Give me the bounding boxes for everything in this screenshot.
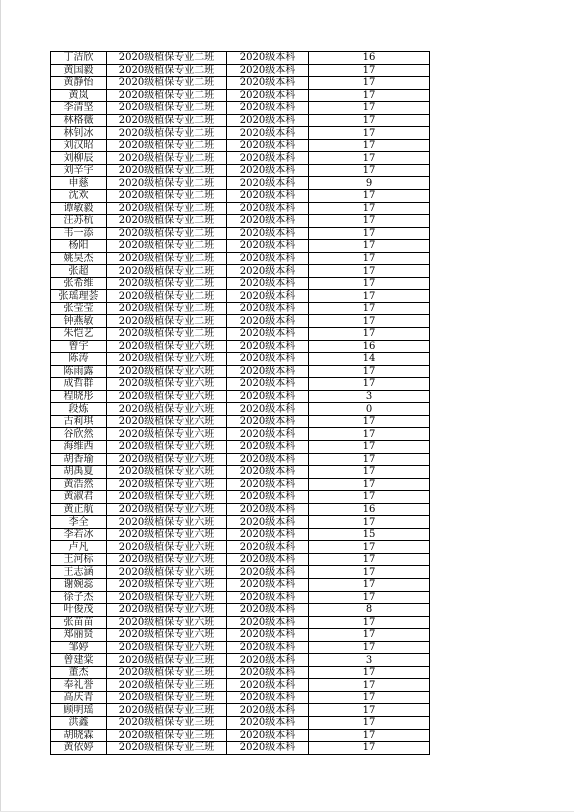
level-cell: 2020级本科 bbox=[227, 164, 309, 177]
student-name-cell: 黄岚 bbox=[51, 89, 107, 102]
class-cell: 2020级植保专业六班 bbox=[107, 591, 227, 604]
class-cell: 2020级植保专业二班 bbox=[107, 89, 227, 102]
table-row bbox=[51, 578, 430, 591]
class-cell: 2020级植保专业二班 bbox=[107, 164, 227, 177]
class-cell: 2020级植保专业二班 bbox=[107, 152, 227, 165]
score-cell: 17 bbox=[309, 516, 430, 529]
table-row bbox=[51, 252, 430, 265]
class-cell: 2020级植保专业三班 bbox=[107, 691, 227, 704]
student-name-cell: 刘汉昭 bbox=[51, 139, 107, 152]
score-cell: 3 bbox=[309, 390, 430, 403]
student-name-cell: 高庆青 bbox=[51, 691, 107, 704]
student-name-cell: 郑丽贤 bbox=[51, 629, 107, 642]
score-cell: 17 bbox=[309, 553, 430, 566]
table-row bbox=[51, 440, 430, 453]
table-row bbox=[51, 89, 430, 102]
level-cell: 2020级本科 bbox=[227, 641, 309, 654]
class-cell: 2020级植保专业三班 bbox=[107, 716, 227, 729]
table-row bbox=[51, 365, 430, 378]
table-row bbox=[51, 415, 430, 428]
table-row bbox=[51, 215, 430, 228]
level-cell: 2020级本科 bbox=[227, 240, 309, 253]
score-cell: 17 bbox=[309, 328, 430, 341]
class-cell: 2020级植保专业六班 bbox=[107, 390, 227, 403]
level-cell: 2020级本科 bbox=[227, 290, 309, 303]
student-name-cell: 董杰 bbox=[51, 666, 107, 679]
class-cell: 2020级植保专业六班 bbox=[107, 378, 227, 391]
student-name-cell: 姚昊杰 bbox=[51, 252, 107, 265]
class-cell: 2020级植保专业六班 bbox=[107, 403, 227, 416]
table-row bbox=[51, 290, 430, 303]
student-name-cell: 林格薇 bbox=[51, 114, 107, 127]
table-row bbox=[51, 390, 430, 403]
score-cell: 16 bbox=[309, 52, 430, 65]
class-cell: 2020级植保专业六班 bbox=[107, 440, 227, 453]
table-row bbox=[51, 302, 430, 315]
score-cell: 17 bbox=[309, 378, 430, 391]
class-cell: 2020级植保专业三班 bbox=[107, 679, 227, 692]
student-name-cell: 曾建棠 bbox=[51, 654, 107, 667]
level-cell: 2020级本科 bbox=[227, 365, 309, 378]
level-cell: 2020级本科 bbox=[227, 215, 309, 228]
table-row bbox=[51, 528, 430, 541]
level-cell: 2020级本科 bbox=[227, 152, 309, 165]
level-cell: 2020级本科 bbox=[227, 340, 309, 353]
level-cell: 2020级本科 bbox=[227, 654, 309, 667]
score-cell: 17 bbox=[309, 290, 430, 303]
score-cell: 17 bbox=[309, 139, 430, 152]
score-cell: 14 bbox=[309, 353, 430, 366]
student-name-cell: 张超 bbox=[51, 265, 107, 278]
class-cell: 2020级植保专业二班 bbox=[107, 315, 227, 328]
score-cell: 17 bbox=[309, 77, 430, 90]
class-cell: 2020级植保专业三班 bbox=[107, 742, 227, 755]
class-cell: 2020级植保专业二班 bbox=[107, 277, 227, 290]
student-name-cell: 海维西 bbox=[51, 440, 107, 453]
class-cell: 2020级植保专业六班 bbox=[107, 478, 227, 491]
score-cell: 17 bbox=[309, 315, 430, 328]
table-row bbox=[51, 466, 430, 479]
level-cell: 2020级本科 bbox=[227, 378, 309, 391]
table-row bbox=[51, 265, 430, 278]
score-cell: 17 bbox=[309, 616, 430, 629]
table-row bbox=[51, 152, 430, 165]
class-cell: 2020级植保专业六班 bbox=[107, 353, 227, 366]
score-cell: 17 bbox=[309, 227, 430, 240]
table-row bbox=[51, 64, 430, 77]
score-cell: 17 bbox=[309, 742, 430, 755]
level-cell: 2020级本科 bbox=[227, 64, 309, 77]
level-cell: 2020级本科 bbox=[227, 604, 309, 617]
class-cell: 2020级植保专业六班 bbox=[107, 453, 227, 466]
table-row bbox=[51, 729, 430, 742]
level-cell: 2020级本科 bbox=[227, 503, 309, 516]
student-name-cell: 陈雨露 bbox=[51, 365, 107, 378]
level-cell: 2020级本科 bbox=[227, 403, 309, 416]
class-cell: 2020级植保专业三班 bbox=[107, 729, 227, 742]
student-name-cell: 黄淑君 bbox=[51, 491, 107, 504]
student-name-cell: 陈涛 bbox=[51, 353, 107, 366]
level-cell: 2020级本科 bbox=[227, 315, 309, 328]
class-cell: 2020级植保专业二班 bbox=[107, 215, 227, 228]
class-cell: 2020级植保专业六班 bbox=[107, 541, 227, 554]
table-row bbox=[51, 378, 430, 391]
student-name-cell: 王志涵 bbox=[51, 566, 107, 579]
student-name-cell: 黄浩然 bbox=[51, 478, 107, 491]
level-cell: 2020级本科 bbox=[227, 139, 309, 152]
score-cell: 17 bbox=[309, 478, 430, 491]
class-cell: 2020级植保专业二班 bbox=[107, 102, 227, 115]
table-row bbox=[51, 704, 430, 717]
score-cell: 17 bbox=[309, 691, 430, 704]
class-cell: 2020级植保专业二班 bbox=[107, 139, 227, 152]
level-cell: 2020级本科 bbox=[227, 190, 309, 203]
class-cell: 2020级植保专业二班 bbox=[107, 227, 227, 240]
table-row bbox=[51, 227, 430, 240]
table-row bbox=[51, 353, 430, 366]
student-name-cell: 林钊冰 bbox=[51, 127, 107, 140]
table-row bbox=[51, 240, 430, 253]
level-cell: 2020级本科 bbox=[227, 528, 309, 541]
score-cell: 17 bbox=[309, 541, 430, 554]
level-cell: 2020级本科 bbox=[227, 541, 309, 554]
class-cell: 2020级植保专业二班 bbox=[107, 290, 227, 303]
student-name-cell: 顾明瑶 bbox=[51, 704, 107, 717]
table-row bbox=[51, 604, 430, 617]
student-name-cell: 卢凡 bbox=[51, 541, 107, 554]
class-cell: 2020级植保专业二班 bbox=[107, 114, 227, 127]
class-cell: 2020级植保专业六班 bbox=[107, 553, 227, 566]
table-row bbox=[51, 742, 430, 755]
student-name-cell: 谢婉蕊 bbox=[51, 578, 107, 591]
table-row bbox=[51, 591, 430, 604]
table-row bbox=[51, 177, 430, 190]
score-cell: 17 bbox=[309, 302, 430, 315]
class-cell: 2020级植保专业二班 bbox=[107, 328, 227, 341]
student-name-cell: 黄静怡 bbox=[51, 77, 107, 90]
class-cell: 2020级植保专业二班 bbox=[107, 202, 227, 215]
table-row bbox=[51, 315, 430, 328]
student-name-cell: 古莉琪 bbox=[51, 415, 107, 428]
table-row bbox=[51, 616, 430, 629]
score-cell: 17 bbox=[309, 566, 430, 579]
class-cell: 2020级植保专业六班 bbox=[107, 578, 227, 591]
class-cell: 2020级植保专业六班 bbox=[107, 641, 227, 654]
table-row bbox=[51, 641, 430, 654]
level-cell: 2020级本科 bbox=[227, 277, 309, 290]
score-cell: 9 bbox=[309, 177, 430, 190]
class-cell: 2020级植保专业三班 bbox=[107, 654, 227, 667]
student-name-cell: 胡禹夏 bbox=[51, 466, 107, 479]
table-row bbox=[51, 164, 430, 177]
score-cell: 17 bbox=[309, 641, 430, 654]
score-cell: 0 bbox=[309, 403, 430, 416]
score-cell: 16 bbox=[309, 503, 430, 516]
class-cell: 2020级植保专业六班 bbox=[107, 340, 227, 353]
level-cell: 2020级本科 bbox=[227, 52, 309, 65]
class-cell: 2020级植保专业六班 bbox=[107, 491, 227, 504]
table-row bbox=[51, 453, 430, 466]
score-cell: 17 bbox=[309, 127, 430, 140]
student-name-cell: 李若冰 bbox=[51, 528, 107, 541]
table-row bbox=[51, 114, 430, 127]
student-name-cell: 徐子杰 bbox=[51, 591, 107, 604]
score-cell: 17 bbox=[309, 215, 430, 228]
level-cell: 2020级本科 bbox=[227, 578, 309, 591]
student-name-cell: 奉礼誉 bbox=[51, 679, 107, 692]
level-cell: 2020级本科 bbox=[227, 252, 309, 265]
table-row bbox=[51, 716, 430, 729]
score-cell: 8 bbox=[309, 604, 430, 617]
class-cell: 2020级植保专业六班 bbox=[107, 365, 227, 378]
table-row bbox=[51, 328, 430, 341]
level-cell: 2020级本科 bbox=[227, 729, 309, 742]
level-cell: 2020级本科 bbox=[227, 716, 309, 729]
student-name-cell: 李全 bbox=[51, 516, 107, 529]
student-name-cell: 黄国毅 bbox=[51, 64, 107, 77]
level-cell: 2020级本科 bbox=[227, 466, 309, 479]
student-name-cell: 朱恺艺 bbox=[51, 328, 107, 341]
table-row bbox=[51, 403, 430, 416]
level-cell: 2020级本科 bbox=[227, 265, 309, 278]
student-name-cell: 成哲群 bbox=[51, 378, 107, 391]
student-name-cell: 谭敏毅 bbox=[51, 202, 107, 215]
student-name-cell: 刘辛宇 bbox=[51, 164, 107, 177]
table-row bbox=[51, 277, 430, 290]
class-cell: 2020级植保专业二班 bbox=[107, 52, 227, 65]
level-cell: 2020级本科 bbox=[227, 227, 309, 240]
level-cell: 2020级本科 bbox=[227, 415, 309, 428]
class-cell: 2020级植保专业二班 bbox=[107, 240, 227, 253]
student-name-cell: 叶俊茂 bbox=[51, 604, 107, 617]
score-cell: 17 bbox=[309, 729, 430, 742]
table-row bbox=[51, 190, 430, 203]
student-name-cell: 杨阳 bbox=[51, 240, 107, 253]
level-cell: 2020级本科 bbox=[227, 302, 309, 315]
class-cell: 2020级植保专业二班 bbox=[107, 127, 227, 140]
student-name-cell: 丁洁欣 bbox=[51, 52, 107, 65]
level-cell: 2020级本科 bbox=[227, 516, 309, 529]
level-cell: 2020级本科 bbox=[227, 102, 309, 115]
level-cell: 2020级本科 bbox=[227, 491, 309, 504]
score-cell: 16 bbox=[309, 340, 430, 353]
score-cell: 17 bbox=[309, 252, 430, 265]
class-cell: 2020级植保专业二班 bbox=[107, 302, 227, 315]
class-cell: 2020级植保专业三班 bbox=[107, 704, 227, 717]
student-name-cell: 王河标 bbox=[51, 553, 107, 566]
class-cell: 2020级植保专业三班 bbox=[107, 666, 227, 679]
student-name-cell: 胡晓霖 bbox=[51, 729, 107, 742]
score-cell: 3 bbox=[309, 654, 430, 667]
level-cell: 2020级本科 bbox=[227, 453, 309, 466]
student-name-cell: 黄正航 bbox=[51, 503, 107, 516]
level-cell: 2020级本科 bbox=[227, 553, 309, 566]
level-cell: 2020级本科 bbox=[227, 127, 309, 140]
student-name-cell: 钟燕敏 bbox=[51, 315, 107, 328]
table-row bbox=[51, 629, 430, 642]
score-cell: 17 bbox=[309, 164, 430, 177]
level-cell: 2020级本科 bbox=[227, 566, 309, 579]
student-name-cell: 胡香瑜 bbox=[51, 453, 107, 466]
table-row bbox=[51, 666, 430, 679]
class-cell: 2020级植保专业六班 bbox=[107, 516, 227, 529]
score-cell: 17 bbox=[309, 202, 430, 215]
student-name-cell: 黄依婷 bbox=[51, 742, 107, 755]
score-cell: 17 bbox=[309, 591, 430, 604]
table-row bbox=[51, 516, 430, 529]
score-cell: 17 bbox=[309, 190, 430, 203]
level-cell: 2020级本科 bbox=[227, 691, 309, 704]
student-name-cell: 李清坚 bbox=[51, 102, 107, 115]
score-cell: 17 bbox=[309, 440, 430, 453]
class-cell: 2020级植保专业六班 bbox=[107, 528, 227, 541]
student-name-cell: 刘柳辰 bbox=[51, 152, 107, 165]
level-cell: 2020级本科 bbox=[227, 679, 309, 692]
level-cell: 2020级本科 bbox=[227, 390, 309, 403]
score-cell: 17 bbox=[309, 428, 430, 441]
score-cell: 17 bbox=[309, 466, 430, 479]
class-cell: 2020级植保专业二班 bbox=[107, 190, 227, 203]
level-cell: 2020级本科 bbox=[227, 89, 309, 102]
table-row bbox=[51, 541, 430, 554]
student-name-cell: 邹婷 bbox=[51, 641, 107, 654]
score-cell: 17 bbox=[309, 629, 430, 642]
table-row bbox=[51, 566, 430, 579]
class-cell: 2020级植保专业六班 bbox=[107, 616, 227, 629]
class-cell: 2020级植保专业二班 bbox=[107, 64, 227, 77]
table-body bbox=[51, 52, 430, 755]
table-row bbox=[51, 102, 430, 115]
class-cell: 2020级植保专业二班 bbox=[107, 252, 227, 265]
class-cell: 2020级植保专业六班 bbox=[107, 428, 227, 441]
table-row bbox=[51, 691, 430, 704]
level-cell: 2020级本科 bbox=[227, 353, 309, 366]
level-cell: 2020级本科 bbox=[227, 77, 309, 90]
level-cell: 2020级本科 bbox=[227, 328, 309, 341]
class-cell: 2020级植保专业六班 bbox=[107, 466, 227, 479]
score-cell: 17 bbox=[309, 102, 430, 115]
page-edge-left bbox=[0, 0, 1, 812]
student-name-cell: 张瑶理荟 bbox=[51, 290, 107, 303]
student-name-cell: 谷欣然 bbox=[51, 428, 107, 441]
table-row bbox=[51, 679, 430, 692]
score-cell: 17 bbox=[309, 578, 430, 591]
level-cell: 2020级本科 bbox=[227, 114, 309, 127]
level-cell: 2020级本科 bbox=[227, 616, 309, 629]
level-cell: 2020级本科 bbox=[227, 440, 309, 453]
table-row bbox=[51, 553, 430, 566]
student-score-table bbox=[50, 51, 430, 755]
student-name-cell: 洪鑫 bbox=[51, 716, 107, 729]
student-name-cell: 张莹莹 bbox=[51, 302, 107, 315]
level-cell: 2020级本科 bbox=[227, 742, 309, 755]
level-cell: 2020级本科 bbox=[227, 177, 309, 190]
student-name-cell: 申慈 bbox=[51, 177, 107, 190]
score-cell: 17 bbox=[309, 415, 430, 428]
student-name-cell: 张希维 bbox=[51, 277, 107, 290]
student-name-cell: 汪苏杭 bbox=[51, 215, 107, 228]
class-cell: 2020级植保专业六班 bbox=[107, 604, 227, 617]
class-cell: 2020级植保专业二班 bbox=[107, 177, 227, 190]
student-name-cell: 沈欢 bbox=[51, 190, 107, 203]
table-row bbox=[51, 654, 430, 667]
score-cell: 17 bbox=[309, 152, 430, 165]
student-name-cell: 张苗苗 bbox=[51, 616, 107, 629]
table-row bbox=[51, 139, 430, 152]
level-cell: 2020级本科 bbox=[227, 629, 309, 642]
level-cell: 2020级本科 bbox=[227, 428, 309, 441]
score-cell: 17 bbox=[309, 365, 430, 378]
score-cell: 17 bbox=[309, 114, 430, 127]
table-row bbox=[51, 77, 430, 90]
score-cell: 17 bbox=[309, 64, 430, 77]
table-row bbox=[51, 127, 430, 140]
score-cell: 17 bbox=[309, 453, 430, 466]
student-name-cell: 韦一添 bbox=[51, 227, 107, 240]
class-cell: 2020级植保专业六班 bbox=[107, 415, 227, 428]
score-cell: 17 bbox=[309, 704, 430, 717]
score-cell: 17 bbox=[309, 240, 430, 253]
table-row bbox=[51, 428, 430, 441]
score-cell: 15 bbox=[309, 528, 430, 541]
level-cell: 2020级本科 bbox=[227, 202, 309, 215]
score-cell: 17 bbox=[309, 679, 430, 692]
score-cell: 17 bbox=[309, 666, 430, 679]
level-cell: 2020级本科 bbox=[227, 591, 309, 604]
score-cell: 17 bbox=[309, 265, 430, 278]
level-cell: 2020级本科 bbox=[227, 704, 309, 717]
level-cell: 2020级本科 bbox=[227, 666, 309, 679]
score-cell: 17 bbox=[309, 277, 430, 290]
class-cell: 2020级植保专业二班 bbox=[107, 265, 227, 278]
table-row bbox=[51, 503, 430, 516]
student-name-cell: 段炼 bbox=[51, 403, 107, 416]
student-name-cell: 程晓彤 bbox=[51, 390, 107, 403]
class-cell: 2020级植保专业六班 bbox=[107, 503, 227, 516]
level-cell: 2020级本科 bbox=[227, 478, 309, 491]
class-cell: 2020级植保专业六班 bbox=[107, 566, 227, 579]
class-cell: 2020级植保专业六班 bbox=[107, 629, 227, 642]
student-name-cell: 曾宇 bbox=[51, 340, 107, 353]
score-cell: 17 bbox=[309, 491, 430, 504]
table-row bbox=[51, 52, 430, 65]
score-cell: 17 bbox=[309, 89, 430, 102]
table-row bbox=[51, 202, 430, 215]
score-cell: 17 bbox=[309, 716, 430, 729]
table-row bbox=[51, 491, 430, 504]
table-row bbox=[51, 478, 430, 491]
table-row bbox=[51, 340, 430, 353]
class-cell: 2020级植保专业二班 bbox=[107, 77, 227, 90]
